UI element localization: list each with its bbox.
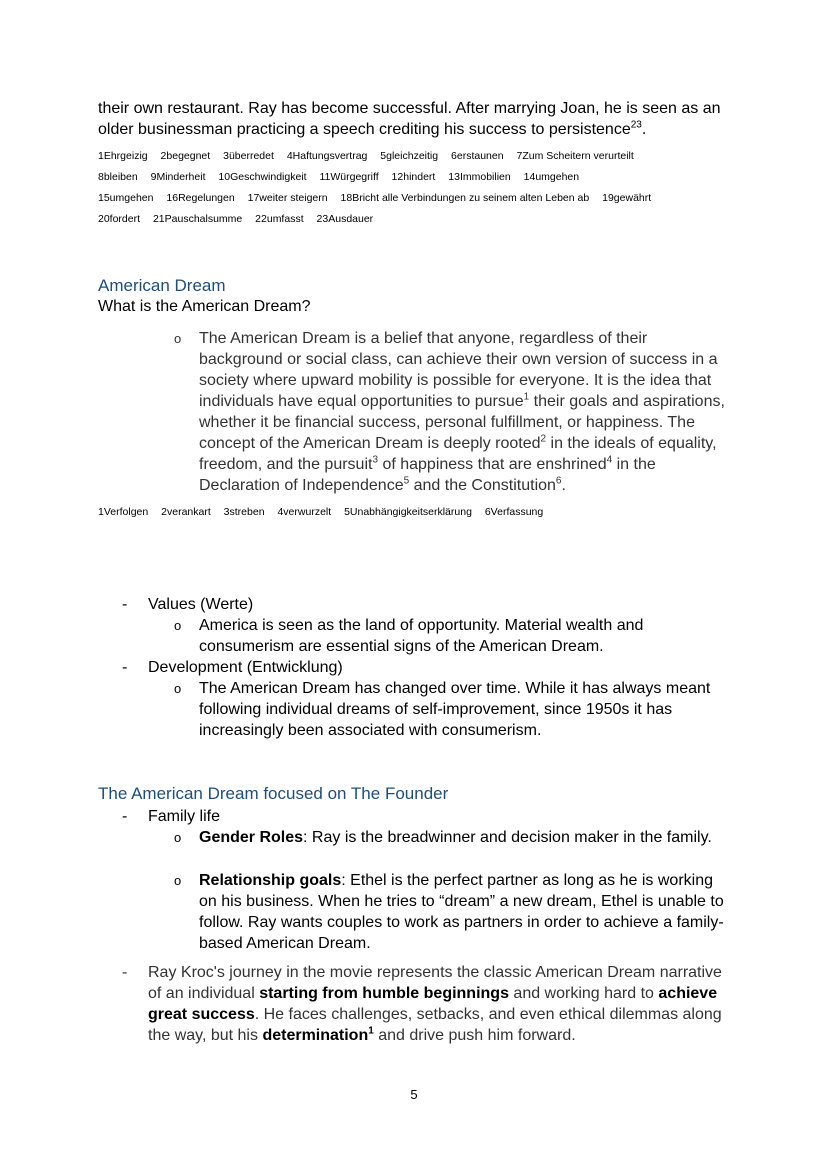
gender-roles-item — [174, 827, 734, 848]
glossary-term: 7Zum Scheitern verurteilt — [516, 150, 634, 162]
glossary-term: 12hindert — [391, 171, 436, 183]
glossary-term: 5Unabhängigkeitserklärung — [344, 506, 472, 518]
glossary-term: 20fordert — [98, 213, 141, 225]
development-label: Development (Entwicklung) — [148, 659, 343, 676]
family-life-item — [122, 806, 742, 827]
definition-text: The American Dream is a belief that anyone, regardless of their background or social class, can achieve their own version of success in a society where upward mobility is possible for everyone. It is the idea that individuals have equal opportunities to pursue$^1$ their goals and aspirations, whether it be financial success, personal fulfillment, or happiness. The concept of the American Dream is deeply rooted$^2$ in the ideals of equality, freedom, and the pursuit$^3$ of happiness that are enshrined$^4$ in the Declaration of Independence$^5$ and the Constitution$^6$. — [199, 330, 725, 494]
glossary-term: 13Immobilien — [448, 171, 511, 183]
glossary-row-2 — [98, 170, 579, 184]
bullet-dash-icon: - — [122, 808, 128, 825]
intro-paragraph: their own restaurant. Ray has become successful. After marrying Joan, he is seen as an older businessman practicing a speech crediting his success to persistence$^{23}$. — [98, 100, 721, 138]
definition-item — [174, 328, 734, 496]
page-number: 5 — [410, 1087, 418, 1102]
relationship-goals-text: Relationship goals: Ethel is the perfect partner as long as he is working on his business. When he tries to “dream” a new dream, Ethel is unable to follow. Ray wants couples to work as partners in order to achieve a family-based American Dream. — [199, 872, 724, 952]
glossary-term: 18Bricht alle Verbindungen zu seinem alten Leben ab — [340, 192, 590, 204]
glossary-term: 16Regelungen — [166, 192, 235, 204]
glossary-row-5 — [98, 505, 543, 519]
glossary-term: 6Verfassung — [484, 506, 544, 518]
bullet-dash-icon: - — [122, 964, 128, 981]
glossary-term: 3überredet — [223, 150, 274, 162]
glossary-term: 14umgehen — [523, 171, 580, 183]
glossary-term: 15umgehen — [98, 192, 154, 204]
journey-text: Ray Kroc's journey in the movie represents the classic American Dream narrative of an individual starting from humble beginnings and working hard to achieve great success. He faces challenges, setbacks, and even ethical dilemmas along the way, but his determination$^1$ and drive push him forward. — [148, 964, 722, 1044]
values-description-item — [174, 615, 734, 657]
bullet-circle-icon: o — [174, 873, 182, 888]
development-description-item — [174, 678, 734, 741]
family-life-label: Family life — [148, 808, 221, 825]
glossary-term: 3streben — [223, 506, 265, 518]
glossary-row-4 — [98, 212, 373, 226]
values-label: Values (Werte) — [148, 596, 254, 613]
glossary-term: 1Verfolgen — [98, 506, 149, 518]
glossary-term: 21Pauschalsumme — [152, 213, 243, 225]
values-item — [122, 594, 742, 615]
bullet-circle-icon: o — [174, 331, 182, 346]
glossary-term: 9Minderheit — [150, 171, 206, 183]
bullet-circle-icon: o — [174, 618, 182, 633]
glossary-term: 10Geschwindigkeit — [218, 171, 307, 183]
bullet-circle-icon: o — [174, 830, 182, 845]
glossary-term: 1Ehrgeizig — [98, 150, 148, 162]
glossary-term: 8bleiben — [98, 171, 138, 183]
glossary-term: 11Würgegriff — [319, 171, 379, 183]
glossary-term: 22umfasst — [255, 213, 304, 225]
journey-item — [122, 962, 732, 1046]
gender-roles-text: Gender Roles: Ray is the breadwinner and decision maker in the family. — [199, 829, 712, 846]
development-description: The American Dream has changed over time. While it has always meant following individual dreams of self-improvement, since 1950s it has increasingly been associated with consumerism. — [199, 680, 711, 739]
development-item — [122, 657, 742, 678]
glossary-term: 2verankart — [161, 506, 211, 518]
glossary-term: 4Haftungsvertrag — [286, 150, 368, 162]
glossary-term: 2begegnet — [160, 150, 211, 162]
glossary-term: 23Ausdauer — [316, 213, 374, 225]
glossary-term: 6erstaunen — [451, 150, 504, 162]
bullet-dash-icon: - — [122, 659, 128, 676]
glossary-term: 19gewährt — [602, 192, 652, 204]
founder-heading: The American Dream focused on The Founder — [98, 784, 449, 803]
glossary-term: 4verwurzelt — [277, 506, 332, 518]
bullet-dash-icon: - — [122, 596, 128, 613]
american-dream-question: What is the American Dream? — [98, 298, 311, 315]
american-dream-heading: American Dream — [98, 276, 226, 295]
glossary-term: 17weiter steigern — [247, 192, 328, 204]
glossary-row-3 — [98, 191, 651, 205]
bullet-circle-icon: o — [174, 681, 182, 696]
glossary-term: 5gleichzeitig — [380, 150, 439, 162]
glossary-row-1 — [98, 149, 634, 163]
values-description: America is seen as the land of opportunity. Material wealth and consumerism are essential signs of the American Dream. — [199, 617, 644, 655]
relationship-goals-item — [174, 870, 734, 954]
